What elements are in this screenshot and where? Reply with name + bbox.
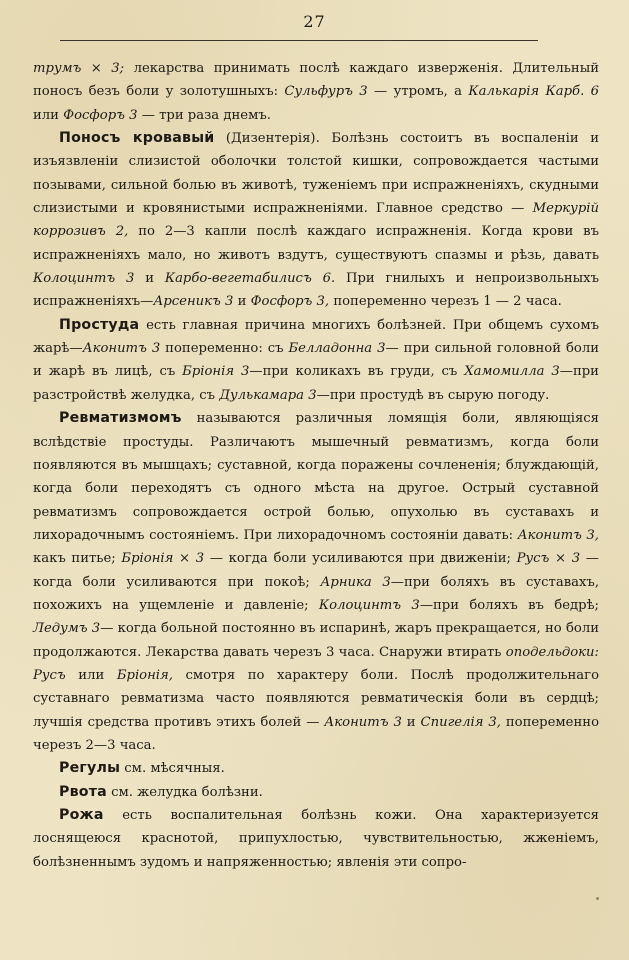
text-run: называются различныя ломящія боли, являющіяся вслѣдствіе простуды. Различаютъ мышечный ревматизмъ, когда боли появляются въ мышцахъ; суставной, когда поражены сочлененія; блуждающій, когда боли переходятъ съ одного мѣста на другое. Острый суставной ревматизмъ сопровождается острой болью, опухолью въ суставахъ и лихорадочнымъ состояніемъ. При лихорадочномъ состояніи давать: <box>33 411 599 543</box>
text-run: и <box>134 271 165 287</box>
remedy-name: Калькарія Карб. 6 <box>468 84 599 100</box>
text-run: —при боляхъ въ бедрѣ; <box>419 597 599 613</box>
remedy-name: трумъ × 3; <box>33 61 125 76</box>
text-run: — три раза днемъ. <box>137 107 271 123</box>
remedy-name: Русъ × 3 <box>516 551 581 567</box>
remedy-name: оподельдоки: Русъ <box>33 644 599 683</box>
text-run: есть воспалительная болѣзнь кожи. Она характеризуется лоснящеюся краснотой, припухлостью, чувствительностью, жженіемъ, болѣзненнымъ зудомъ и напряженностью; явленія эти сопро- <box>33 808 599 870</box>
remedy-name: Фосфоръ 3 <box>63 107 138 123</box>
entry-heading: Простуда <box>59 316 140 333</box>
paragraph-trumu-cont <box>33 57 599 127</box>
text-run: —при разстройствѣ желудка, съ <box>33 364 599 403</box>
remedy-name: Дулькамара 3 <box>219 387 317 403</box>
paragraph-rozha <box>33 804 599 874</box>
text-run: —при простудѣ въ сырую погоду. <box>316 387 550 403</box>
text-run: есть главная причина многихъ болѣзней. При общемъ сухомъ жарѣ— <box>33 317 599 357</box>
text-run: см. желудка болѣзни. <box>106 784 263 800</box>
text-run: смотря по характеру боли. Послѣ продолжительнаго суставнаго ревматизма часто появляются ревматическія боли въ сердцѣ; лучшія средства противъ этихъ болей — <box>33 667 600 730</box>
remedy-name: Арсеникъ 3 <box>153 294 234 310</box>
remedy-name: Белладонна 3 <box>288 341 386 357</box>
text-run: (Дизентерія). Болѣзнь состоитъ въ воспаленіи и изъязвленіи слизистой оболочки толстой кишки, сопровождается частыми позывами, сильной болью въ животѣ, туженіемъ при испражненіяхъ, скудными слизистыми и кровянистыми испражненіями. Главное средство — <box>33 131 600 217</box>
body-text <box>33 57 599 874</box>
remedy-name: Аконитъ 3 <box>82 341 161 357</box>
paragraph-revmatizmom <box>33 407 599 757</box>
text-run: При гнилыхъ и непроизвольныхъ испражненіяхъ— <box>33 271 599 310</box>
remedy-name: Меркурій коррозивъ 2, <box>33 201 599 240</box>
entry-heading: Рвота <box>59 783 107 800</box>
text-run: — когда больной постоянно въ испаринѣ, жаръ прекращается, но боли продолжаются. Лекарства давать черезъ 3 часа. Снаружи втирать <box>33 621 599 660</box>
text-run: попеременно: съ <box>160 341 289 357</box>
remedy-name: Фосфоръ 3, <box>250 294 330 310</box>
text-run: — когда боли усиливаются при движеніи; <box>204 551 517 567</box>
remedy-name: Аконитъ 3, <box>517 527 599 543</box>
text-run: попеременно черезъ 2—3 часа. <box>33 714 600 753</box>
remedy-name: Спигелія 3, <box>420 714 501 730</box>
text-run: и <box>233 294 251 310</box>
paragraph-ponos-krovavyi <box>33 127 599 314</box>
text-run: какъ питье; <box>33 551 122 567</box>
remedy-name: Колоцинтъ 3 <box>33 271 135 287</box>
text-run: — утромъ, а <box>367 84 469 100</box>
remedy-name: Бріонія, <box>116 667 173 683</box>
paragraph-reguly <box>33 757 599 780</box>
remedy-name: Ледумъ 3 <box>33 621 101 637</box>
text-run: и <box>401 714 421 730</box>
text-run: — при сильной головной боли и жарѣ въ лицѣ, съ <box>33 341 599 380</box>
text-run: см. мѣсячныя. <box>120 761 225 777</box>
remedy-name: Хамомилла 3 <box>464 364 560 380</box>
text-run: попеременно черезъ 1 — 2 часа. <box>329 294 562 310</box>
entry-heading: Регулы <box>59 760 121 777</box>
text-run: — когда боли усиливаются при покоѣ; <box>33 551 599 590</box>
remedy-name: Колоцинтъ 3 <box>318 597 420 613</box>
page-number: 27 <box>303 12 326 31</box>
text-run: лекарства принимать послѣ каждаго изверженія. Длительный поносъ безъ боли у золотушныхъ: <box>33 61 599 100</box>
paper-stain <box>596 897 599 900</box>
paragraph-prostuda <box>33 314 599 407</box>
remedy-name: Арника 3 <box>320 574 391 590</box>
remedy-name: Аконитъ 3 <box>324 714 402 730</box>
paragraph-rvota <box>33 781 599 804</box>
text-run: —при боляхъ въ суставахъ, похожихъ на ущемленіе и давленіе; <box>33 574 600 613</box>
remedy-name: Сульфуръ 3 <box>284 84 368 100</box>
text-run: или <box>65 667 117 683</box>
remedy-name: Бріонія 3 <box>182 364 250 380</box>
text-run: или <box>33 107 64 123</box>
header-rule <box>60 40 538 41</box>
entry-heading: Ревматизмомъ <box>59 410 182 427</box>
entry-heading: Рожа <box>59 807 104 823</box>
text-run: —при коликахъ въ груди, съ <box>249 364 465 380</box>
text-run: по 2—3 капли послѣ каждаго испражненія. Когда крови въ испражненіяхъ мало, но животъ вздутъ, существуютъ спазмы и рѣзь, давать <box>33 224 599 263</box>
remedy-name: Карбо-вегетабилисъ 6. <box>164 271 336 287</box>
remedy-name: Бріонія × 3 <box>121 551 205 567</box>
entry-heading: Поносъ кровавый <box>59 130 215 147</box>
